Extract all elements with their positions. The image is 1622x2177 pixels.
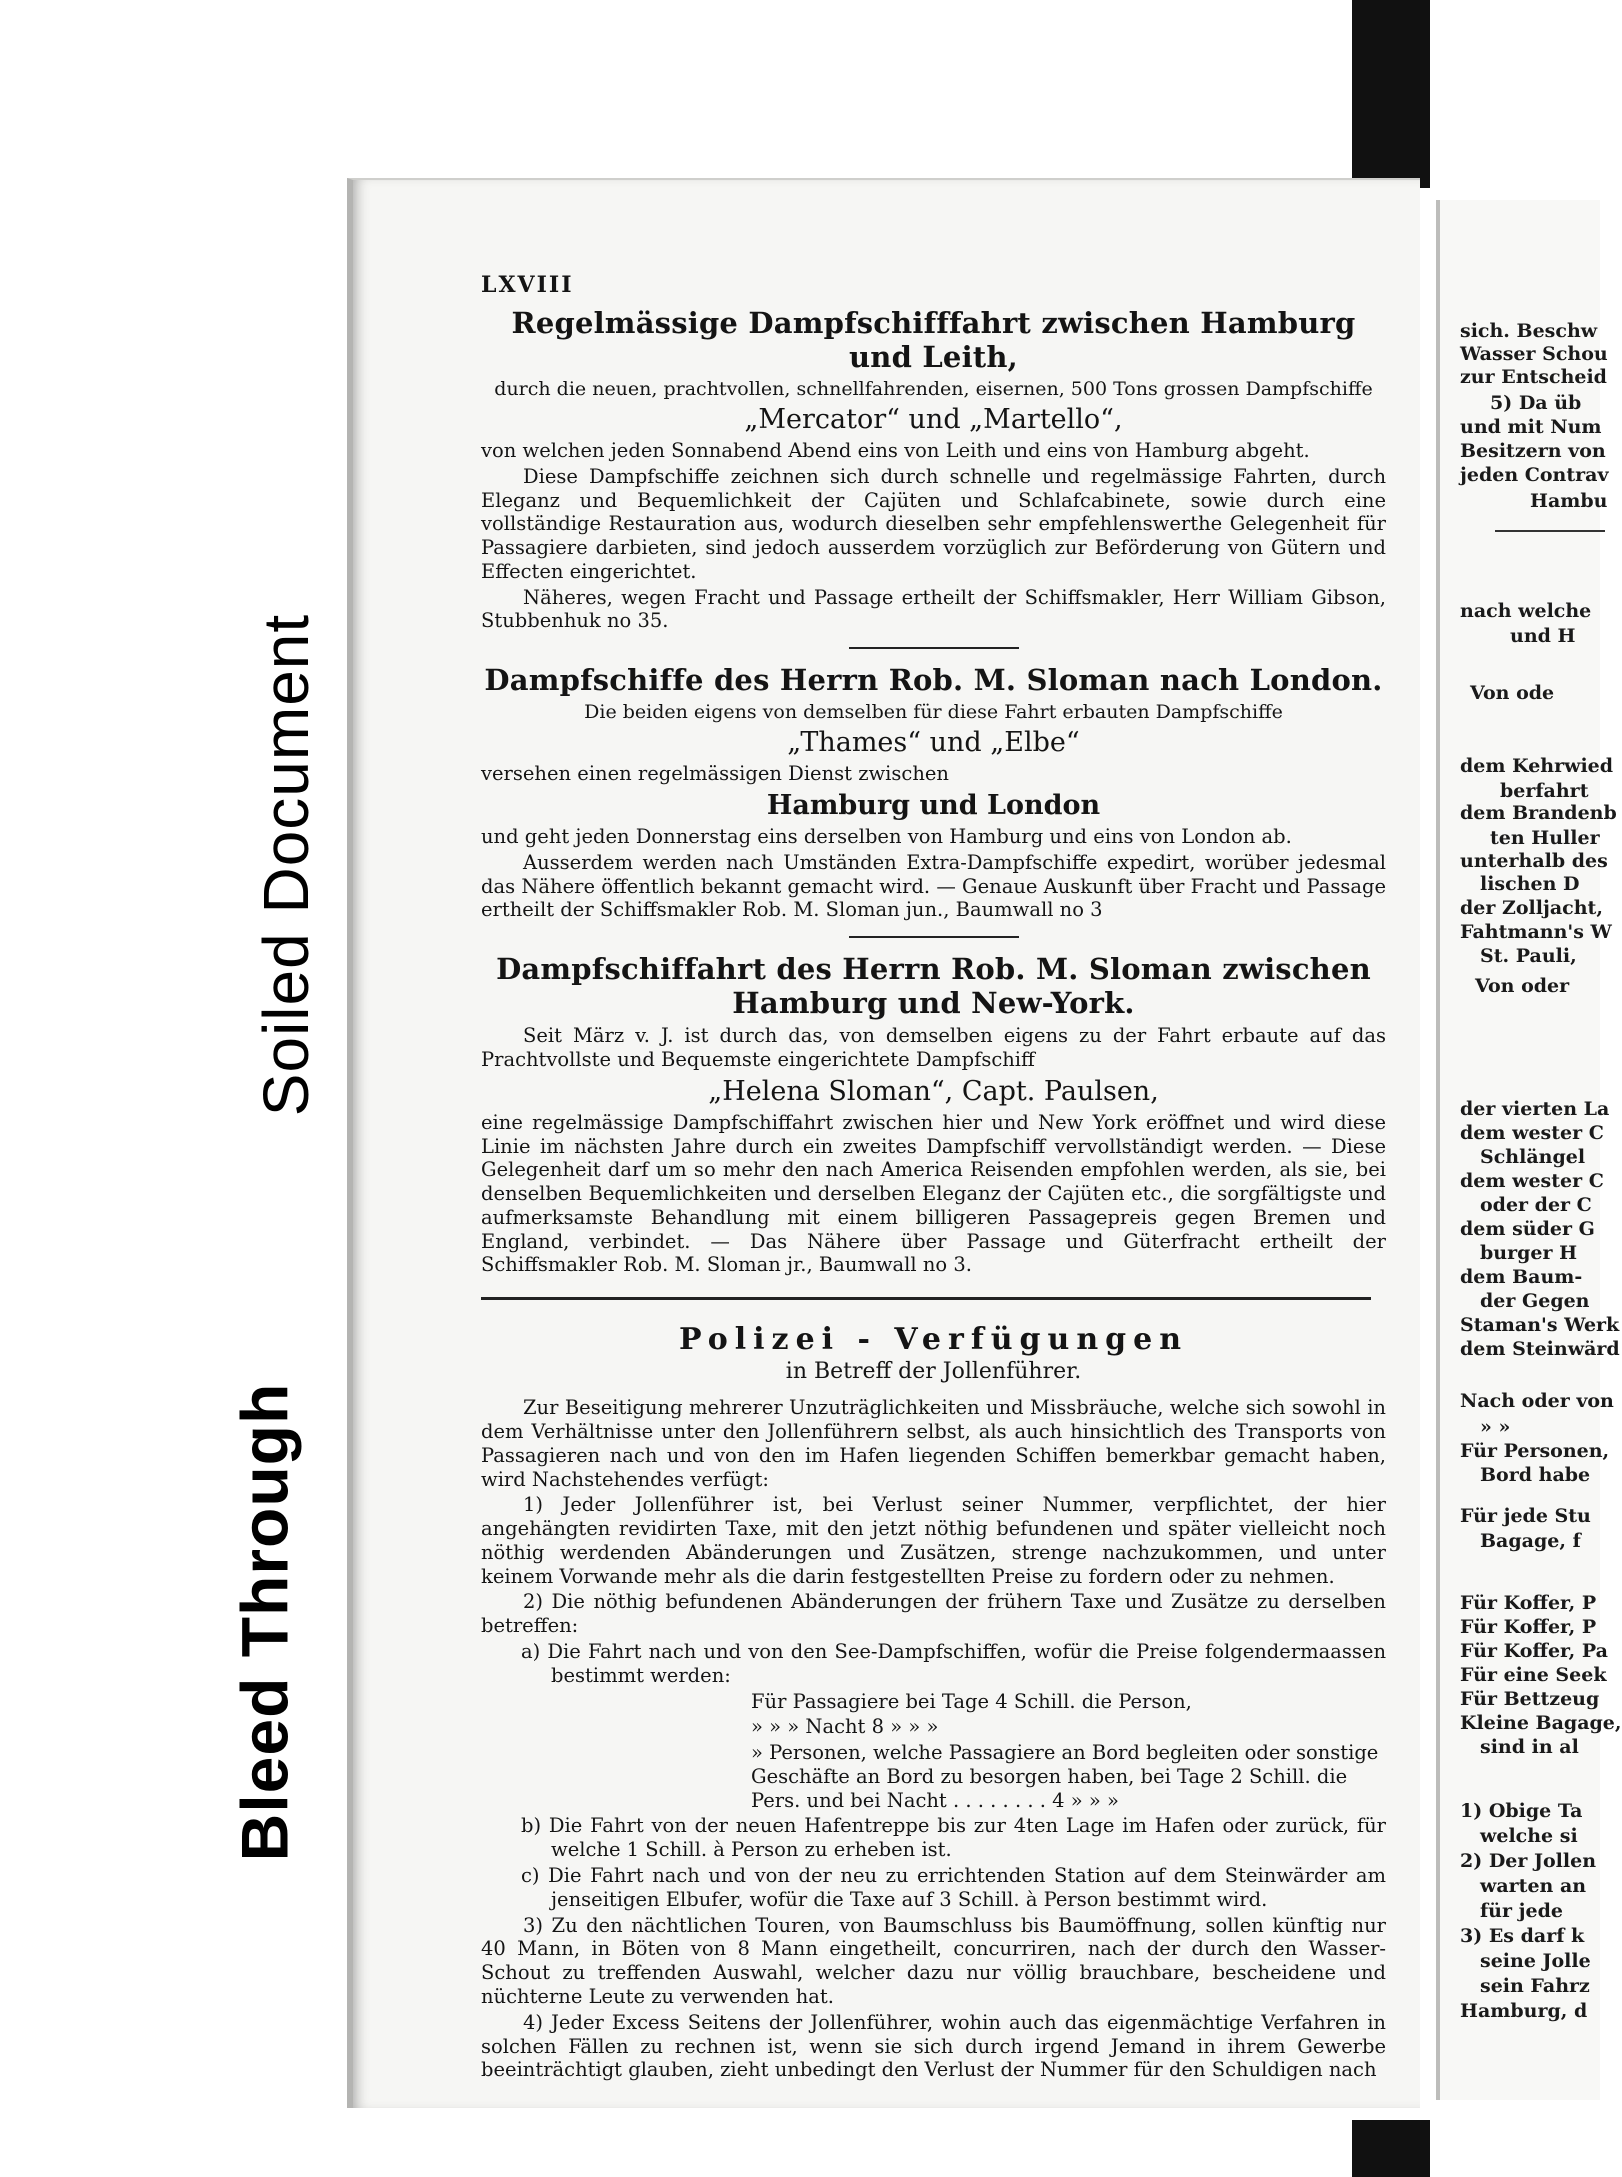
adjacent-page-line: Bord habe xyxy=(1480,1464,1591,1486)
adjacent-page-line: » » xyxy=(1480,1416,1511,1438)
adjacent-page-line: St. Pauli, xyxy=(1480,945,1577,967)
section-london-title: Dampfschiffe des Herrn Rob. M. Sloman nach London. xyxy=(484,663,1383,698)
divider-long xyxy=(481,1297,1371,1300)
bleed-through-text: Bleed Through xyxy=(227,1382,301,1862)
adjacent-page-line: sich. Beschw xyxy=(1460,320,1598,342)
adjacent-page-line: für jede xyxy=(1480,1900,1563,1922)
adjacent-page-line: dem wester C xyxy=(1460,1122,1604,1144)
adjacent-page-line: der Gegen xyxy=(1480,1290,1590,1312)
adjacent-page-line: Nach oder von xyxy=(1460,1390,1614,1412)
adjacent-page-line: oder der C xyxy=(1480,1194,1592,1216)
bleed-through-label xyxy=(205,1322,323,1922)
section-leith-paragraph: Diese Dampfschiffe zeichnen sich durch schnelle und regelmässige Fahrten, durch Eleganz und Bequemlichkeit der Cajüten und Schlafcabinete, sowie durch eine vollständige Restauration aus, wodurch dieselben sehr empfehlenswerthe Gelegenheit für Passagiere darbieten, sind jedoch ausserdem vorzüglich zur Beförderung von Gütern und Effecten eingerichtet. xyxy=(481,464,1386,583)
adjacent-page-line: seine Jolle xyxy=(1480,1950,1591,1972)
section-london xyxy=(481,663,1386,922)
adjacent-page-line: lischen D xyxy=(1480,873,1580,895)
section-leith-contact: Näheres, wegen Fracht und Passage ertheilt der Schiffsmakler, Herr William Gibson, Stubbenhuk no 35. xyxy=(481,585,1386,633)
fare-line: » » » Nacht 8 » » » xyxy=(751,1715,939,1739)
adjacent-page-line: Bagage, f xyxy=(1480,1530,1581,1552)
adjacent-page-line: Für Personen, xyxy=(1460,1440,1610,1462)
adjacent-page-line: Schlängel xyxy=(1480,1146,1586,1168)
page-content xyxy=(481,272,1386,2084)
divider xyxy=(849,936,1019,938)
document-page xyxy=(347,178,1420,2108)
section-london-line: versehen einen regelmässigen Dienst zwischen xyxy=(481,762,949,786)
adjacent-page-line: der vierten La xyxy=(1460,1098,1610,1120)
fare-line: » Personen, welche Passagiere an Bord begleiten oder sonstige Geschäfte an Bord zu besorgen haben, bei Tage 2 Schill. die Pers. und bei Nacht . . . . . . . . 4 » » » xyxy=(751,1741,1379,1812)
adjacent-page-line: der Zolljacht, xyxy=(1460,897,1603,919)
section-london-ships: „Thames“ und „Elbe“ xyxy=(787,727,1080,759)
section-leith-subtitle: durch die neuen, prachtvollen, schnellfahrenden, eisernen, 500 Tons grossen Dampfschiffe xyxy=(494,378,1373,400)
binding-bar-top xyxy=(1352,0,1430,188)
adjacent-page-line: unterhalb des xyxy=(1460,850,1608,872)
section-london-paragraph: Ausserdem werden nach Umständen Extra-Dampfschiffe expedirt, worüber jedesmal das Nähere öffentlich bekannt gemacht wird. — Genaue Auskunft über Fracht und Passage ertheilt der Schiffsmakler Rob. M. Sloman jun., Baumwall no 3 xyxy=(481,850,1386,922)
adjacent-page-line: dem wester C xyxy=(1460,1170,1604,1192)
section-police-point1: 1) Jeder Jollenführer ist, bei Verlust seiner Nummer, verpflichtet, der hier angehängten revidirten Taxe, mit den jetzt nöthig befundenen und später vielleicht noch nöthig werdenden Abänderungen und Zusätzen, strenge nachzukommen, und unter keinem Vorwande mehr als die darin festgestellten Preise zu fordern oder zu nehmen. xyxy=(481,1493,1386,1588)
adjacent-page-line: Kleine Bagage, xyxy=(1460,1712,1622,1734)
adjacent-page-line: Fahtmann's W xyxy=(1460,921,1612,943)
section-police-point3: 3) Zu den nächtlichen Touren, von Baumschluss bis Baumöffnung, sollen künftig nur 40 Mann, in Böten von 8 Mann eingetheilt, concurriren, nach der durch den Wasser-Schout zu treffenden Auswahl, welcher dazu nur völlig brauchbare, bescheidene und nüchterne Leute zu verwenden hat. xyxy=(481,1913,1386,2008)
adjacent-page-line: ten Huller xyxy=(1490,827,1600,849)
adjacent-page-line: Hambu xyxy=(1530,490,1608,512)
adjacent-page-line: dem Baum- xyxy=(1460,1266,1583,1288)
adjacent-page-line: 3) Es darf k xyxy=(1460,1925,1585,1947)
adjacent-page-line: Für Bettzeug xyxy=(1460,1688,1600,1710)
divider xyxy=(849,647,1019,649)
adjacent-page-line: Von ode xyxy=(1470,682,1555,704)
adjacent-page-line: Für eine Seek xyxy=(1460,1664,1607,1686)
section-police-intro: Zur Beseitigung mehrerer Unzuträglichkeiten und Missbräuche, welche sich sowohl in dem Verhältnisse unter den Jollenführern selbst, als auch hinsichtlich des Transports von Passagieren nach und von den im Hafen liegenden Schiffen bemerkbar gemacht haben, wird Nachstehendes verfügt: xyxy=(481,1396,1386,1491)
section-police-subtitle: in Betreff der Jollenführer. xyxy=(785,1359,1082,1385)
adjacent-page xyxy=(1436,200,1622,2100)
section-leith-title: Regelmässige Dampfschifffahrt zwischen Hamburg und Leith, xyxy=(511,306,1356,374)
section-london-subtitle: Die beiden eigens von demselben für diese Fahrt erbauten Dampfschiffe xyxy=(584,701,1283,724)
adjacent-page-line: Für Koffer, Pa xyxy=(1460,1640,1608,1662)
adjacent-page-line: Staman's Werk xyxy=(1460,1314,1620,1336)
adjacent-page-line: berfahrt xyxy=(1500,780,1589,802)
section-leith xyxy=(481,306,1386,633)
soiled-document-text: Soiled Document xyxy=(250,613,322,1116)
section-police-point2: 2) Die nöthig befundenen Abänderungen der frühern Taxe und Zusätze zu derselben betreffen: xyxy=(481,1590,1386,1638)
adjacent-page-line: jeden Contrav xyxy=(1460,464,1609,486)
fare-line: Für Passagiere bei Tage 4 Schill. die Person, xyxy=(751,1689,1192,1713)
adjacent-page-line: dem Steinwärd xyxy=(1460,1338,1620,1360)
page-number: LXVIII xyxy=(481,272,574,298)
section-newyork-paragraph2: eine regelmässige Dampfschiffahrt zwischen hier und New York eröffnet und wird diese Linie im nächsten Jahre durch ein zweites Dampfschiff vervollständigt werden. — Diese Gelegenheit darf um so mehr den nach America Reisenden empfohlen werden, als sie, bei denselben Bequemlichkeiten und derselben Eleganz der Cajüten etc., die sorgfältigste und aufmerksamste Behandlung mit einem billigeren Passagepreis gegen Bremen und England, verbindet. — Das Nähere über Passage und Güterfracht ertheilt der Schiffsmakler Rob. M. Sloman jr., Baumwall no 3. xyxy=(481,1110,1386,1277)
adjacent-page-line: 1) Obige Ta xyxy=(1460,1800,1583,1822)
adjacent-page-line: warten an xyxy=(1480,1875,1587,1897)
section-police-item-c: c) Die Fahrt nach und von der neu zu errichtenden Station auf dem Steinwärder am jenseitigen Elbufer, wofür die Taxe auf 3 Schill. à Person bestimmt wird. xyxy=(521,1864,1386,1911)
adjacent-page-line: sein Fahrz xyxy=(1480,1975,1590,1997)
section-leith-line: von welchen jeden Sonnabend Abend eins von Leith und eins von Hamburg abgeht. xyxy=(481,439,1310,462)
adjacent-page-line: Wasser Schou xyxy=(1460,343,1608,365)
adjacent-page-line: Besitzern von xyxy=(1460,440,1606,462)
section-police-item-a: a) Die Fahrt nach und von den See-Dampfschiffen, wofür die Preise folgendermaassen bestimmt werden: xyxy=(521,1640,1386,1687)
adjacent-page-line: zur Entscheid xyxy=(1460,366,1607,388)
section-police-point4: 4) Jeder Excess Seitens der Jollenführer, wohin auch das eigenmächtige Verfahren in solchen Fällen zu rechnen ist, wenn sie sich durch irgend Jemand in ihrem Gewerbe beeinträchtigt glauben, zieht unbedingt den Verlust der Nummer für den Schuldigen nach xyxy=(481,2010,1386,2082)
adjacent-page-divider xyxy=(1495,530,1605,532)
section-newyork-ship: „Helena Sloman“, Capt. Paulsen, xyxy=(708,1075,1159,1107)
adjacent-page-line: Für Koffer, P xyxy=(1460,1616,1597,1638)
adjacent-page-line: 2) Der Jollen xyxy=(1460,1850,1597,1872)
adjacent-page-line: Von oder xyxy=(1475,975,1570,997)
adjacent-page-line: 5) Da üb xyxy=(1490,392,1582,414)
adjacent-page-line: und mit Num xyxy=(1460,416,1602,438)
adjacent-page-line: welche si xyxy=(1480,1825,1578,1847)
section-leith-ships: „Mercator“ und „Martello“, xyxy=(744,404,1123,435)
soiled-document-label xyxy=(240,572,332,1157)
section-london-place: Hamburg und London xyxy=(766,790,1101,822)
adjacent-page-line: dem Brandenb xyxy=(1460,802,1617,824)
adjacent-page-line: burger H xyxy=(1480,1242,1578,1264)
section-london-line2: und geht jeden Donnerstag eins derselben von Hamburg und eins von London ab. xyxy=(481,825,1292,849)
adjacent-page-line: dem Kehrwied xyxy=(1460,755,1614,777)
section-police-title: Polizei - Verfügungen xyxy=(678,1322,1189,1358)
section-police xyxy=(481,1322,1386,2082)
binding-bar-bottom xyxy=(1352,2120,1430,2177)
section-newyork-title: Dampfschiffahrt des Herrn Rob. M. Sloman zwischen Hamburg und New-York. xyxy=(496,952,1371,1021)
section-newyork xyxy=(481,952,1386,1277)
adjacent-page-line: nach welche xyxy=(1460,600,1592,622)
adjacent-page-line: Für Koffer, P xyxy=(1460,1592,1597,1614)
adjacent-page-line: und H xyxy=(1510,625,1576,647)
section-newyork-paragraph1: Seit März v. J. ist durch das, von demselben eigens zu der Fahrt erbaute auf das Prachtvollste und Bequemste eingerichtete Dampfschiff xyxy=(481,1024,1386,1071)
adjacent-page-line: Hamburg, d xyxy=(1460,2000,1588,2022)
adjacent-page-line: Für jede Stu xyxy=(1460,1505,1591,1527)
adjacent-page-line: sind in al xyxy=(1480,1736,1579,1758)
section-police-item-b: b) Die Fahrt von der neuen Hafentreppe bis zur 4ten Lage im Hafen oder zurück, für welche 1 Schill. à Person zu erheben ist. xyxy=(521,1814,1386,1862)
adjacent-page-line: dem süder G xyxy=(1460,1218,1595,1240)
